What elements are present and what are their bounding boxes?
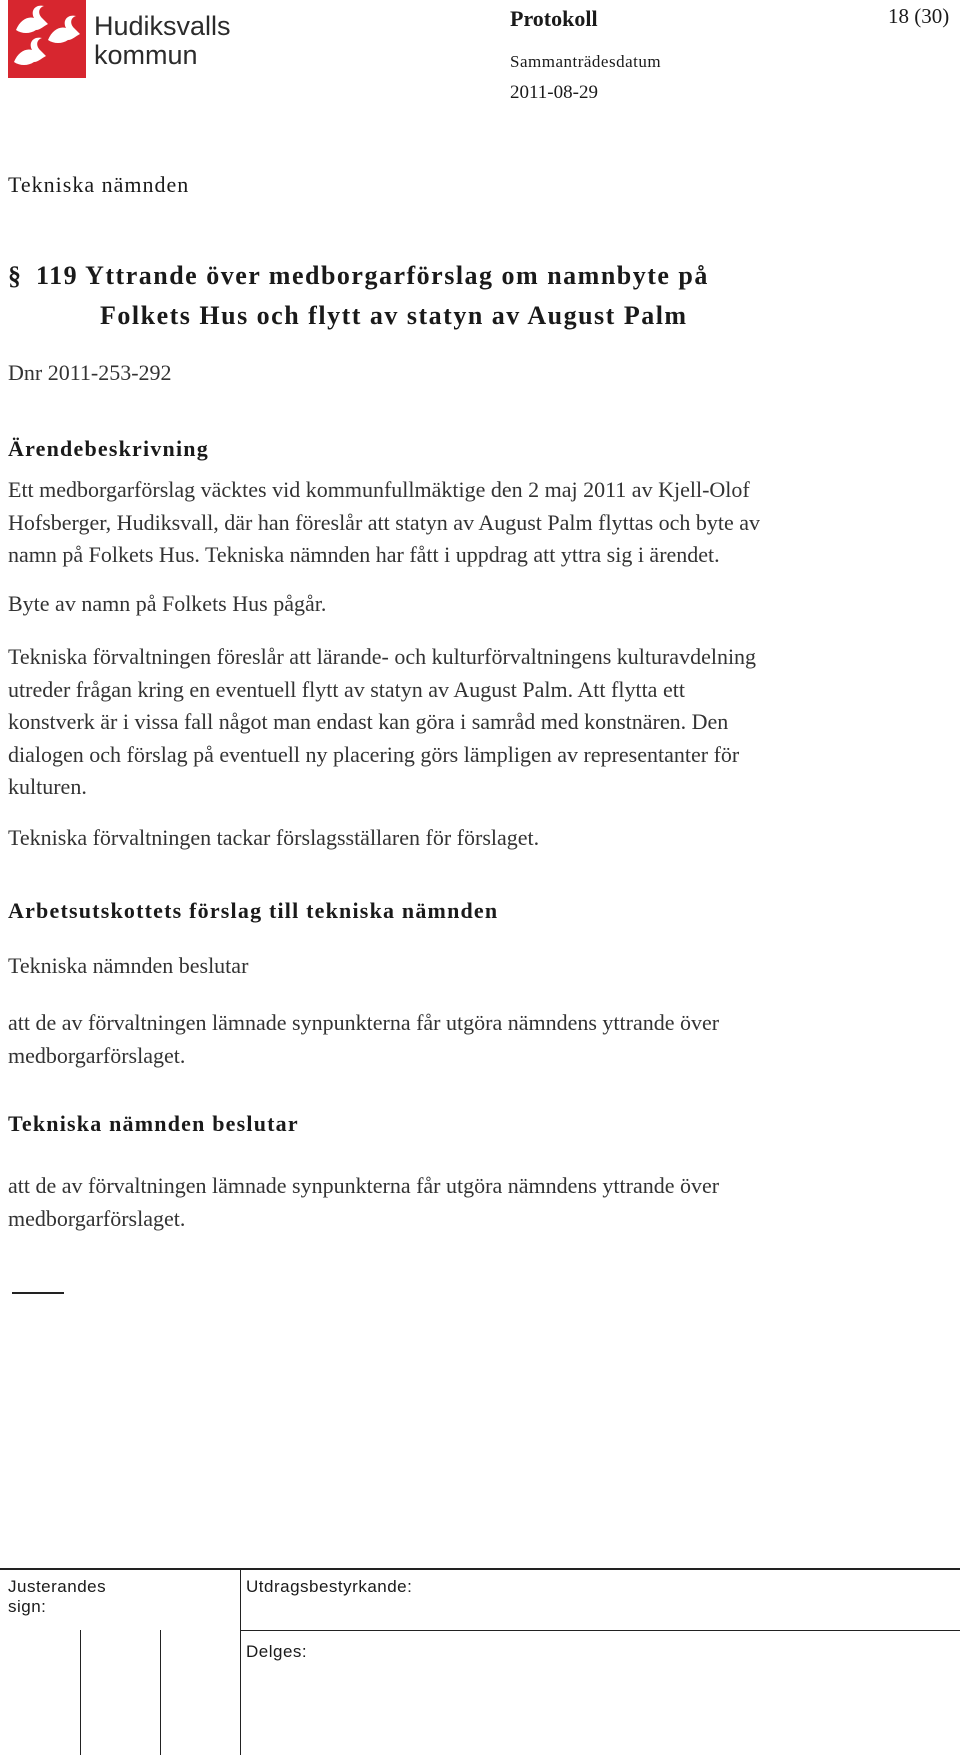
paragraph-symbol: §	[8, 261, 23, 290]
description-paragraph-2: Byte av namn på Folkets Hus pågår.	[8, 591, 327, 616]
proposal-heading: Arbetsutskottets förslag till tekniska nämnden	[8, 898, 499, 923]
proposal-paragraph-1: Tekniska nämnden beslutar	[8, 953, 249, 978]
text-line: att de av förvaltningen lämnade synpunkterna får utgöra nämndens yttrande över	[8, 1010, 720, 1035]
text-line: utreder frågan kring en eventuell flytt av statyn av August Palm. Att flytta ett	[8, 676, 685, 702]
document-type: Protokoll	[510, 6, 598, 31]
footer-mid-rule	[240, 1630, 960, 1631]
text-line: dialogen och förslag på eventuell ny placering görs lämpligen av representanter för	[8, 741, 740, 767]
item-heading	[8, 256, 948, 336]
description-heading: Ärendebeskrivning	[8, 436, 209, 461]
item-title-line1: 119 Yttrande över medborgarförslag om namnbyte på	[36, 261, 709, 290]
text-line: medborgarförslaget.	[8, 1042, 186, 1068]
date-label: Sammanträdesdatum	[510, 52, 662, 71]
signature-label	[8, 1577, 106, 1617]
sign-divider-3	[240, 1568, 241, 1755]
description-paragraph-4: Tekniska förvaltningen tackar förslagsställaren för förslaget.	[8, 825, 540, 850]
item-title-line2: Folkets Hus och flytt av statyn av August Palm	[100, 301, 688, 330]
text-line: Tekniska förvaltningen föreslår att lärande- och kulturförvaltningens kulturavdelning	[8, 644, 757, 669]
brand-line1: Hudiksvalls	[94, 11, 231, 41]
goat-emblem-icon	[8, 0, 86, 78]
case-number: Dnr 2011-253-292	[8, 360, 172, 385]
text-line: medborgarförslaget.	[8, 1205, 186, 1231]
proposal-paragraph-2	[8, 1007, 953, 1072]
decision-heading: Tekniska nämnden beslutar	[8, 1111, 299, 1136]
signature-label-line2: sign:	[8, 1597, 47, 1616]
committee-name: Tekniska nämnden	[8, 172, 190, 197]
text-line: konstverk är i vissa fall något man endast kan göra i samråd med konstnären. Den	[8, 709, 729, 734]
signature-label-line1: Justerandes	[8, 1577, 107, 1596]
description-paragraph-1	[8, 474, 953, 572]
text-line: att de av förvaltningen lämnade synpunkterna får utgöra nämndens yttrande över	[8, 1173, 720, 1198]
brand-line2: kommun	[94, 40, 198, 70]
sign-divider-1	[80, 1630, 81, 1755]
text-line: Hofsberger, Hudiksvall, där han föreslår att statyn av August Palm flyttas och byte av	[8, 509, 761, 535]
extract-label: Utdragsbestyrkande:	[246, 1577, 413, 1596]
text-line: namn på Folkets Hus. Tekniska nämnden har fått i uppdrag att yttra sig i ärendet.	[8, 542, 720, 567]
municipality-logo	[8, 0, 248, 80]
description-paragraph-3	[8, 641, 953, 804]
municipality-name	[94, 12, 231, 70]
meeting-date: 2011-08-29	[510, 82, 598, 103]
sign-divider-2	[160, 1630, 161, 1755]
distributed-label: Delges:	[246, 1642, 308, 1661]
decision-paragraph-1	[8, 1170, 953, 1235]
end-separator	[12, 1292, 64, 1294]
footer-top-rule	[0, 1568, 960, 1570]
text-line: Ett medborgarförslag väcktes vid kommunfullmäktige den 2 maj 2011 av Kjell-Olof	[8, 477, 750, 502]
page-number: 18 (30)	[888, 4, 950, 28]
text-line: kulturen.	[8, 774, 87, 799]
